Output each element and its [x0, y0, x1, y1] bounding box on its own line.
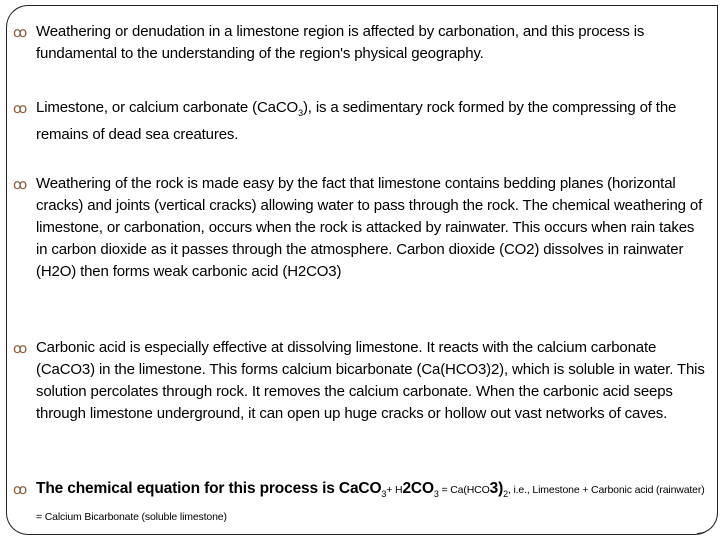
- bullet-weathering-intro: ꝏ Weathering or denudation in a limestone region is affected by carbonation, and this process is fundamental to the understanding of the region's physical geography.: [13, 23, 645, 62]
- bullet-carbonation: ꝏ Weathering of the rock is made easy by the fact that limestone contains bedding planes (horizontal cracks) and joints (vertical cracks) allowing water to pass through the rock. The chemical weathering of limestone, or carbonation, occurs when the rock is attacked by rainwater. This occurs when rain takes in carbon dioxide as it passes through the atmosphere. Carbon dioxide (CO2) dissolves in rainwater (H2O) then forms weak carbonic acid (H2CO3): [13, 175, 703, 280]
- fleuron-bullet-icon: ꝏ: [13, 100, 28, 116]
- fleuron-bullet-icon: ꝏ: [13, 24, 28, 40]
- bullet-limestone: ꝏ Limestone, or calcium carbonate (CaCO$_3$), is a sedimentary rock formed by the compressing of the remains of dead sea creatures.: [13, 99, 677, 143]
- bullet-chemical-equation: ꝏ The chemical equation for this process is CaCO$_3$+ $H2CO_3 = Ca(HCO3)_2$, i.e., Limestone + Carbonic acid (rainwater) = Calcium Bicarbonate (soluble limestone): [13, 480, 705, 523]
- bullet-carbonic-acid: ꝏ Carbonic acid is especially effective at dissolving limestone. It reacts with the calcium carbonate (CaCO3) in the limestone. This forms calcium bicarbonate (Ca(HCO3)2), which is soluble in water. This solution percolates through rock. It removes the calcium carbonate. When the carbonic acid seeps through limestone underground, it can open up huge cracks or hollow out vast networks of caves.: [13, 339, 705, 422]
- fleuron-bullet-icon: ꝏ: [13, 340, 28, 356]
- fleuron-bullet-icon: ꝏ: [13, 176, 28, 192]
- fleuron-bullet-icon: ꝏ: [13, 481, 28, 497]
